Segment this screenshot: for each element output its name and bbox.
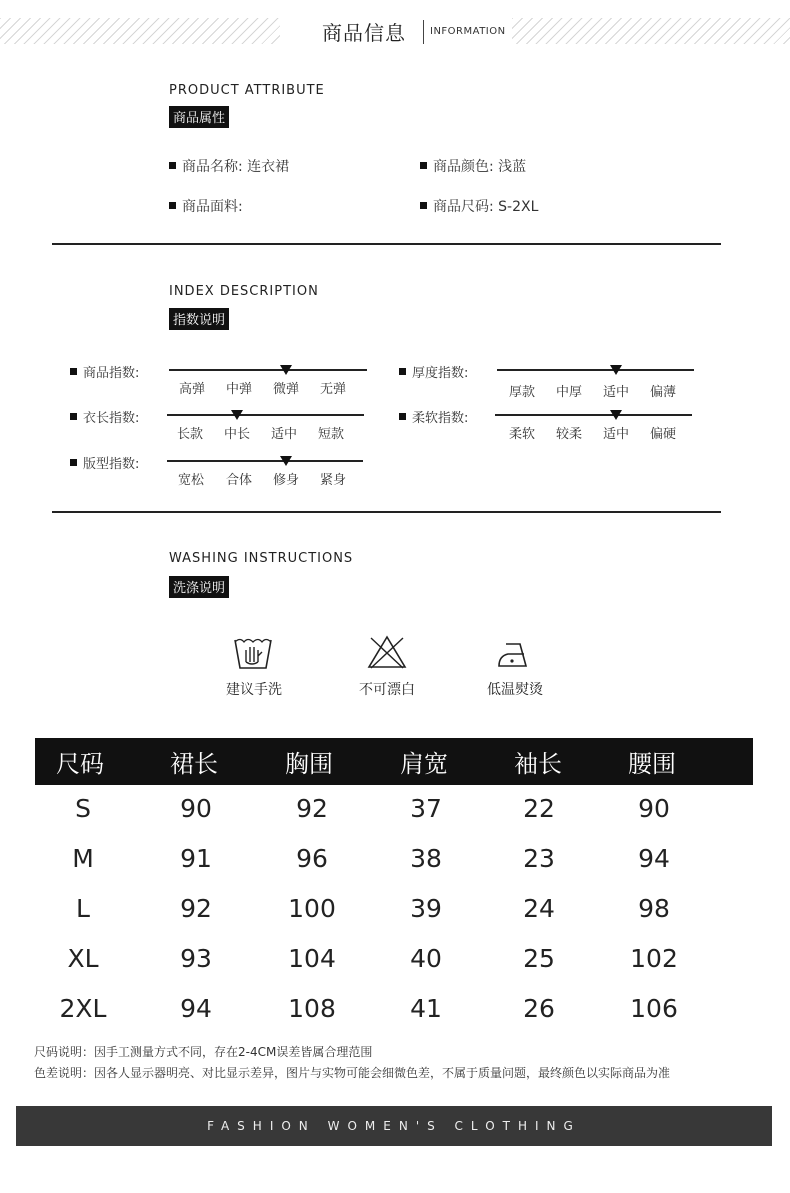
- table-cell: 93: [180, 944, 212, 973]
- index-scale-line: [167, 460, 363, 462]
- index-scale-option: 中弹: [226, 382, 253, 397]
- size-note: 尺码说明：因手工测量方式不同，存在2-4CM误差皆属合理范围: [34, 1045, 373, 1059]
- attr-item: 商品名称: 连衣裙: [169, 156, 289, 176]
- table-cell: 2XL: [59, 994, 107, 1023]
- table-cell: 94: [180, 994, 212, 1023]
- table-cell: XL: [67, 944, 99, 973]
- table-cell: M: [72, 844, 94, 873]
- index-scale-label: 厚度指数:: [399, 362, 468, 381]
- index-scale-option: 适中: [603, 427, 630, 442]
- table-header-cell: 胸围: [285, 750, 333, 778]
- header-hatch-left: [0, 18, 280, 44]
- table-cell: 24: [523, 894, 555, 923]
- bullet-icon: [70, 368, 77, 375]
- section-divider: [52, 511, 721, 513]
- table-cell: 90: [180, 794, 212, 823]
- index-title-en: INDEX DESCRIPTION: [169, 284, 319, 299]
- index-scale-option: 较柔: [556, 427, 583, 442]
- table-cell: 91: [180, 844, 212, 873]
- index-marker-icon: [280, 365, 292, 375]
- attr-item: 商品尺码: S-2XL: [420, 196, 538, 216]
- index-scale-line: [169, 369, 367, 371]
- table-cell: 98: [638, 894, 670, 923]
- index-scale-option: 修身: [273, 473, 300, 488]
- bullet-icon: [420, 162, 427, 169]
- index-scale-option: 柔软: [509, 427, 536, 442]
- table-cell: 94: [638, 844, 670, 873]
- index-scale-option: 中厚: [556, 385, 583, 400]
- washing-title-zh: 洗涤说明: [169, 576, 229, 598]
- index-marker-icon: [610, 365, 622, 375]
- table-cell: 90: [638, 794, 670, 823]
- index-scale-option: 长款: [177, 427, 204, 442]
- table-cell: 108: [288, 994, 336, 1023]
- table-cell: S: [75, 794, 91, 823]
- index-scale-line: [497, 369, 694, 371]
- index-scale-label: 柔软指数:: [399, 407, 468, 426]
- table-cell: 41: [410, 994, 442, 1023]
- attribute-title-zh: 商品属性: [169, 106, 229, 128]
- table-cell: 96: [296, 844, 328, 873]
- index-scale-option: 偏硬: [650, 427, 677, 442]
- index-marker-icon: [280, 456, 292, 466]
- index-scale-option: 微弹: [273, 382, 300, 397]
- index-scale-option: 厚款: [509, 385, 536, 400]
- index-scale-option: 高弹: [179, 382, 206, 397]
- color-note: 色差说明：因各人显示器明亮、对比显示差异，图片与实物可能会细微色差，不属于质量问题，最终颜色以实际商品为准: [34, 1066, 671, 1080]
- attribute-title-en: PRODUCT ATTRIBUTE: [169, 83, 325, 98]
- bullet-icon: [70, 459, 77, 466]
- table-cell: 106: [630, 994, 678, 1023]
- washing-title-en: WASHING INSTRUCTIONS: [169, 551, 354, 566]
- index-scale-option: 适中: [603, 385, 630, 400]
- table-header-cell: 尺码: [56, 750, 104, 778]
- index-scale-option: 无弹: [320, 382, 347, 397]
- bullet-icon: [399, 413, 406, 420]
- section-divider: [52, 243, 721, 245]
- table-cell: 25: [523, 944, 555, 973]
- table-cell: 39: [410, 894, 442, 923]
- attr-item: 商品面料:: [169, 196, 243, 216]
- index-scale-line: [167, 414, 364, 416]
- table-cell: 26: [523, 994, 555, 1023]
- table-cell: 37: [410, 794, 442, 823]
- table-cell: 100: [288, 894, 336, 923]
- wash-label: 不可漂白: [359, 682, 415, 698]
- table-cell: L: [76, 894, 90, 923]
- table-header-cell: 腰围: [628, 750, 676, 778]
- index-scale-label: 衣长指数:: [70, 407, 139, 426]
- low-iron-icon: [496, 638, 532, 670]
- attr-item: 商品颜色: 浅蓝: [420, 156, 526, 176]
- wash-label: 低温熨烫: [487, 682, 543, 698]
- table-cell: 104: [288, 944, 336, 973]
- page-subtitle: INFORMATION: [430, 26, 506, 37]
- index-scale-label: 商品指数:: [70, 362, 139, 381]
- index-marker-icon: [610, 410, 622, 420]
- header-hatch-right: [512, 18, 790, 44]
- bullet-icon: [169, 202, 176, 209]
- bullet-icon: [420, 202, 427, 209]
- table-header-cell: 袖长: [514, 750, 562, 778]
- index-scale-option: 中长: [224, 427, 251, 442]
- index-scale-option: 宽松: [178, 473, 205, 488]
- table-cell: 92: [180, 894, 212, 923]
- table-cell: 40: [410, 944, 442, 973]
- table-cell: 38: [410, 844, 442, 873]
- bullet-icon: [70, 413, 77, 420]
- bullet-icon: [399, 368, 406, 375]
- table-header-cell: 裙长: [170, 750, 218, 778]
- index-scale-option: 合体: [226, 473, 253, 488]
- footer-text: FASHION WOMEN'S CLOTHING: [207, 1119, 581, 1133]
- table-cell: 102: [630, 944, 678, 973]
- wash-label: 建议手洗: [226, 682, 282, 698]
- index-scale-option: 短款: [318, 427, 345, 442]
- index-scale-line: [495, 414, 692, 416]
- bullet-icon: [169, 162, 176, 169]
- table-header-cell: 肩宽: [400, 750, 448, 778]
- index-scale-option: 适中: [271, 427, 298, 442]
- page-title: 商品信息: [322, 21, 406, 45]
- header-divider: [423, 20, 424, 44]
- table-cell: 22: [523, 794, 555, 823]
- index-scale-label: 版型指数:: [70, 453, 139, 472]
- table-cell: 23: [523, 844, 555, 873]
- no-bleach-icon: [366, 634, 408, 670]
- index-scale-option: 紧身: [320, 473, 347, 488]
- index-title-zh: 指数说明: [169, 308, 229, 330]
- table-cell: 92: [296, 794, 328, 823]
- hand-wash-icon: [232, 634, 274, 670]
- index-marker-icon: [231, 410, 243, 420]
- index-scale-option: 偏薄: [650, 385, 677, 400]
